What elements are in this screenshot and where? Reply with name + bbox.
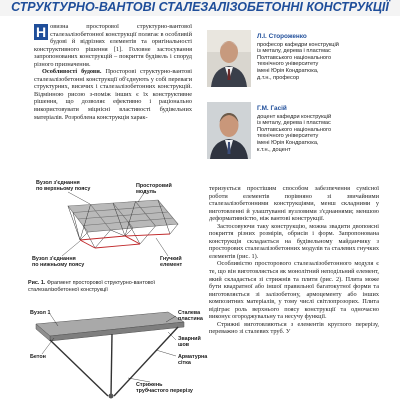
author-card-1 [207, 30, 387, 90]
left-column [34, 23, 192, 121]
author-line: Полтавського національного [257, 54, 332, 61]
figure-1-caption [28, 280, 200, 293]
author-name: Л.І. Стороженко [257, 33, 307, 40]
author-line: д.т.н., професор [257, 74, 300, 81]
bottom-node [109, 394, 114, 399]
paragraph-rods: Стрижні виготовляються з елементів круглого перерізу, переважно зі сталевих труб. У [209, 320, 379, 336]
label-weld: Зварний шов [178, 336, 201, 348]
author-photo-1 [207, 30, 251, 87]
caption-label: Рис. 1. [28, 280, 46, 286]
author-info-2 [257, 106, 387, 153]
flexible-cables [80, 234, 170, 248]
drop-cap: Н [36, 24, 47, 40]
author-line: к.т.н., доцент [257, 146, 291, 153]
label-flexible: Гнучкий елемент [160, 256, 183, 268]
paragraph-module: Особливістю просторового сталезалізобетонного модуля є те, що він виготовляється як монолітний неподільний елемент, який складається зі стрижнів та плити (рис. 2). Плита може бути квадратної або іншої правильної багатокутної форми та виготовляється зі залізобетону, армоцементу або інших композитних матеріалів, у тому числі світлопрозорих. Плита відіграє роль верхнього поясу конструкції та одночасно виконує огороджувальну та несучу функції. [209, 260, 379, 321]
figure-2-diagram [28, 308, 208, 400]
author-line: імені Юрія Кондратюка, [257, 139, 319, 146]
label-rod: Стрижень трубчастого перерізу [136, 382, 193, 394]
label-concrete: Бетон [30, 354, 46, 360]
label-node-bottom: Вузол з'єднання по нижньому поясу [32, 256, 85, 268]
label-rebar: Арматурна сітка [178, 354, 208, 366]
paragraph-features [34, 68, 192, 121]
label-node-1: Вузол 1 [30, 310, 51, 316]
plate-section [36, 312, 184, 341]
module-grid [68, 200, 178, 232]
caption-text: Фрагмент просторової структурно-вантової сталезалізобетонної конструкції [28, 280, 156, 293]
paragraph-lead: Особливості будови. [42, 68, 102, 76]
author-line: імені Юрія Кондратюка, [257, 67, 319, 74]
author-line: Полтавського національного [257, 126, 332, 133]
author-line: доцент кафедри конструкцій [257, 113, 332, 120]
author-line: професор кафедри конструкцій [257, 41, 339, 48]
label-node-top: Вузол з'єднання по верхньому поясу [36, 180, 91, 192]
author-line: технічного університету [257, 133, 319, 140]
figure-1-diagram [28, 178, 200, 278]
paragraph-intro-text: овизна просторової структурно-вантової сталезалізобетонної конструкції полягає в особливій будові й відрізнях елементів та оригінальності конструктивного рішення [1]. Головне застосування запропонованих конструкцій – покриття будівель і споруд різного призначення. [34, 23, 192, 68]
author-photo-2 [207, 102, 251, 159]
paragraph-continued: теризується простішим способом забезпечення сумісної роботи елементів порівняно зі звичайними сталезалізобетонними конструкціями, менш складними у виготовленні й улаштуванні вузловими з'єднаннями; меншою деформативністю, ніж вантові конструкції. [209, 185, 379, 223]
author-name: Г.М. Гасій [257, 105, 287, 112]
author-line: технічного університету [257, 61, 319, 68]
author-line: із металу, дерева і пластмас [257, 48, 331, 55]
paragraph-features-text: Просторові структурно-вантові сталезалізобетонні конструкції об'єднують у собі переваги структурних, висячих і сталезалізобетонних конструкцій. Відмінною рисою з-поміж інших є їх конструктивне рішення, що дозволяє ефективно і раціонально використовувати міцнісні властивості будівельних матеріалів. Розроблена конструкція харак- [34, 68, 192, 121]
article-title: СТРУКТУРНО-ВАНТОВІ СТАЛЕЗАЛІЗОБЕТОННІ КОНСТРУКЦІЇ [0, 0, 400, 16]
label-module: Просторовий модуль [136, 183, 172, 195]
paragraph-application: Застосовуючи таку конструкцію, можна звадити двопоясні покриття різних розмірів, обрисів і форм. Запропонована конструкція складається на будівельному майданчику з просторових сталезалізобетонних модулів та сталевих гнучких елементів (рис. 1). [209, 222, 379, 260]
label-plate: Сталева пластина [178, 310, 203, 322]
author-info-1 [257, 34, 387, 81]
right-column [209, 185, 379, 336]
paragraph-intro [34, 23, 192, 68]
author-line: із металу, дерева і пластмас [257, 120, 331, 127]
author-card-2 [207, 102, 387, 162]
